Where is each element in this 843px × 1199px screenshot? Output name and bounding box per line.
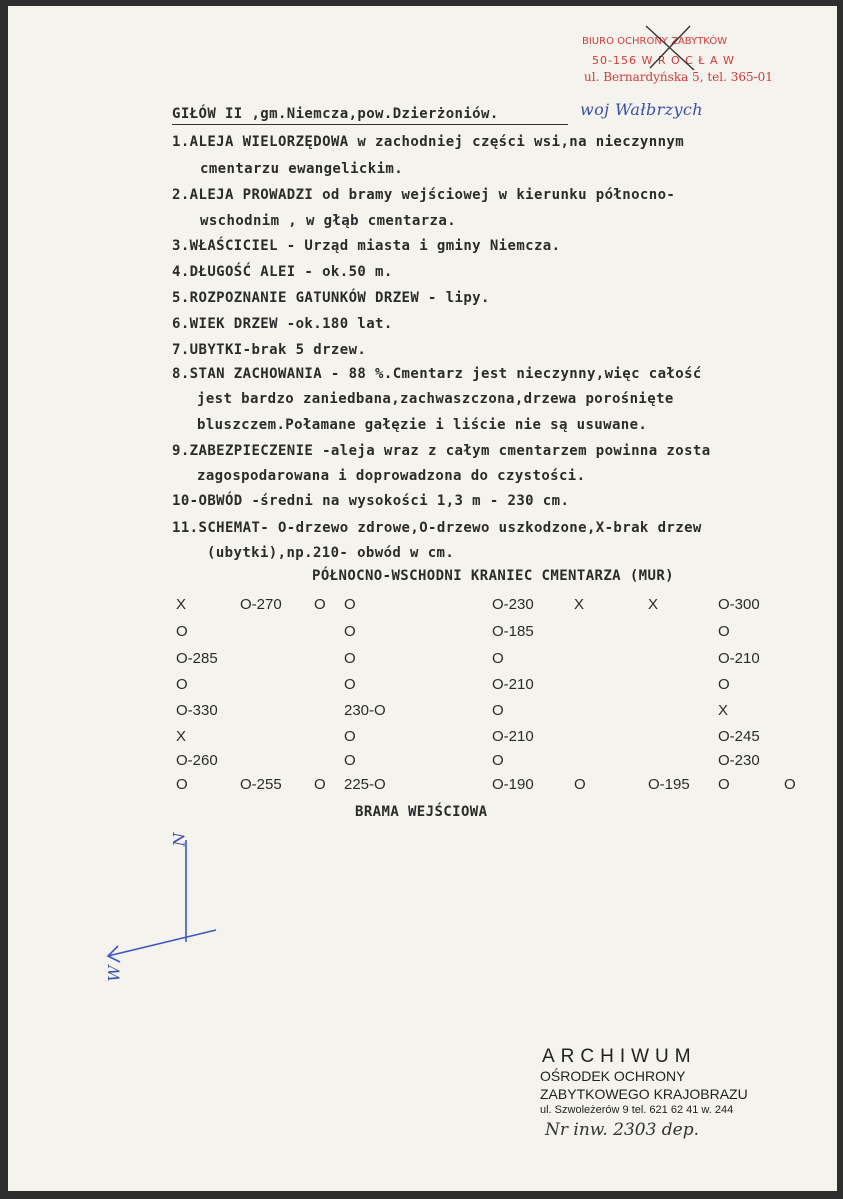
tree-marker: O	[344, 650, 356, 667]
tree-marker: O-230	[718, 752, 760, 769]
tree-marker: O-210	[492, 728, 534, 745]
tree-marker: O-195	[648, 776, 690, 793]
item-line: 3.WŁAŚCICIEL - Urząd miasta i gminy Niemcza.	[172, 238, 561, 254]
tree-marker: O	[718, 776, 730, 793]
item-line: wschodnim , w głąb cmentarza.	[200, 213, 457, 229]
item-line: 5.ROZPOZNANIE GATUNKÓW DRZEW - lipy.	[172, 290, 490, 306]
tree-marker: O-210	[492, 676, 534, 693]
compass-north-label: N	[169, 832, 189, 847]
tree-marker: O	[176, 623, 188, 640]
tree-marker: O-260	[176, 752, 218, 769]
scan-border-left	[0, 0, 8, 1199]
tree-marker: X	[574, 596, 585, 613]
tree-marker: O-190	[492, 776, 534, 793]
stamp-cross-out-mark	[640, 22, 700, 74]
tree-marker: O-185	[492, 623, 534, 640]
tree-marker: O	[344, 596, 356, 613]
item-line: 2.ALEJA PROWADZI od bramy wejściowej w kierunku północno-	[172, 187, 676, 203]
tree-marker: O-255	[240, 776, 282, 793]
tree-marker: X	[718, 702, 729, 719]
tree-marker: O	[344, 623, 356, 640]
tree-marker: O	[314, 596, 326, 613]
tree-marker: X	[176, 596, 187, 613]
tree-marker: X	[176, 728, 187, 745]
item-line: 6.WIEK DRZEW -ok.180 lat.	[172, 316, 393, 332]
tree-marker: O	[718, 676, 730, 693]
item-line: 11.SCHEMAT- O-drzewo zdrowe,O-drzewo uszkodzone,X-brak drzew	[172, 520, 702, 536]
scheme-top-label: PÓŁNOCNO-WSCHODNI KRANIEC CMENTARZA (MUR)	[312, 568, 674, 584]
tree-marker: O	[492, 650, 504, 667]
heading-handwritten-note: woj Wałbrzych	[580, 100, 703, 119]
archive-line-1: OŚRODEK OCHRONY	[540, 1068, 686, 1084]
tree-marker: O	[492, 752, 504, 769]
scan-border-right	[837, 0, 843, 1199]
tree-marker: O	[574, 776, 586, 793]
tree-marker: O	[314, 776, 326, 793]
tree-marker: O-330	[176, 702, 218, 719]
tree-marker: 225-O	[344, 776, 386, 793]
stamp-line-3: ul. Bernardyńska 5, tel. 365-01	[584, 70, 773, 84]
tree-marker: O	[784, 776, 796, 793]
stamp-line-1: BIURO OCHRONY ZABYTKÓW	[582, 36, 728, 47]
scheme-bottom-label: BRAMA WEJŚCIOWA	[355, 804, 488, 820]
item-line: 7.UBYTKI-brak 5 drzew.	[172, 342, 367, 358]
item-line: 1.ALEJA WIELORZĘDOWA w zachodniej części wsi,na nieczynnym	[172, 134, 685, 150]
tree-marker: O	[176, 676, 188, 693]
tree-marker: O	[492, 702, 504, 719]
scan-border-top	[0, 0, 843, 6]
scan-border-bottom	[0, 1191, 843, 1199]
item-line: zagospodarowana i doprowadzona do czystości.	[197, 468, 586, 484]
item-line: (ubytki),np.210- obwód w cm.	[207, 545, 455, 561]
tree-marker: O-285	[176, 650, 218, 667]
item-line: jest bardzo zaniedbana,zachwaszczona,drzewa porośnięte	[197, 391, 674, 407]
archive-line-2: ZABYTKOWEGO KRAJOBRAZU	[540, 1086, 748, 1102]
tree-marker: O-300	[718, 596, 760, 613]
tree-marker: O	[344, 728, 356, 745]
archive-line-3: ul. Szwoleżerów 9 tel. 621 62 41 w. 244	[540, 1104, 734, 1116]
item-line: 9.ZABEZPIECZENIE -aleja wraz z całym cmentarzem powinna zosta	[172, 443, 711, 459]
tree-marker: O-230	[492, 596, 534, 613]
document-heading: GIŁÓW II ,gm.Niemcza,pow.Dzierżoniów.	[172, 106, 499, 122]
tree-marker: O-245	[718, 728, 760, 745]
tree-marker: X	[648, 596, 659, 613]
item-line: cmentarzu ewangelickim.	[200, 161, 404, 177]
archive-inventory-number: Nr inw. 2303 dep.	[545, 1120, 700, 1140]
item-line: 4.DŁUGOŚĆ ALEI - ok.50 m.	[172, 264, 393, 280]
tree-marker: O-210	[718, 650, 760, 667]
item-line: bluszczem.Połamane gałęzie i liście nie są usuwane.	[197, 417, 648, 433]
heading-underline	[172, 124, 568, 125]
tree-marker: O	[718, 623, 730, 640]
stamp-line-2: 50-156 W R O C Ł A W	[592, 54, 735, 67]
tree-marker: O	[344, 752, 356, 769]
archive-title: ARCHIWUM	[542, 1046, 697, 1067]
compass-west-label: W	[104, 965, 124, 982]
tree-marker: O	[344, 676, 356, 693]
tree-marker: O	[176, 776, 188, 793]
item-line: 8.STAN ZACHOWANIA - 88 %.Cmentarz jest nieczynny,więc całość	[172, 366, 702, 382]
compass-arrows	[100, 830, 230, 980]
tree-marker: 230-O	[344, 702, 386, 719]
item-line: 10-OBWÓD -średni na wysokości 1,3 m - 230 cm.	[172, 493, 570, 509]
tree-marker: O-270	[240, 596, 282, 613]
